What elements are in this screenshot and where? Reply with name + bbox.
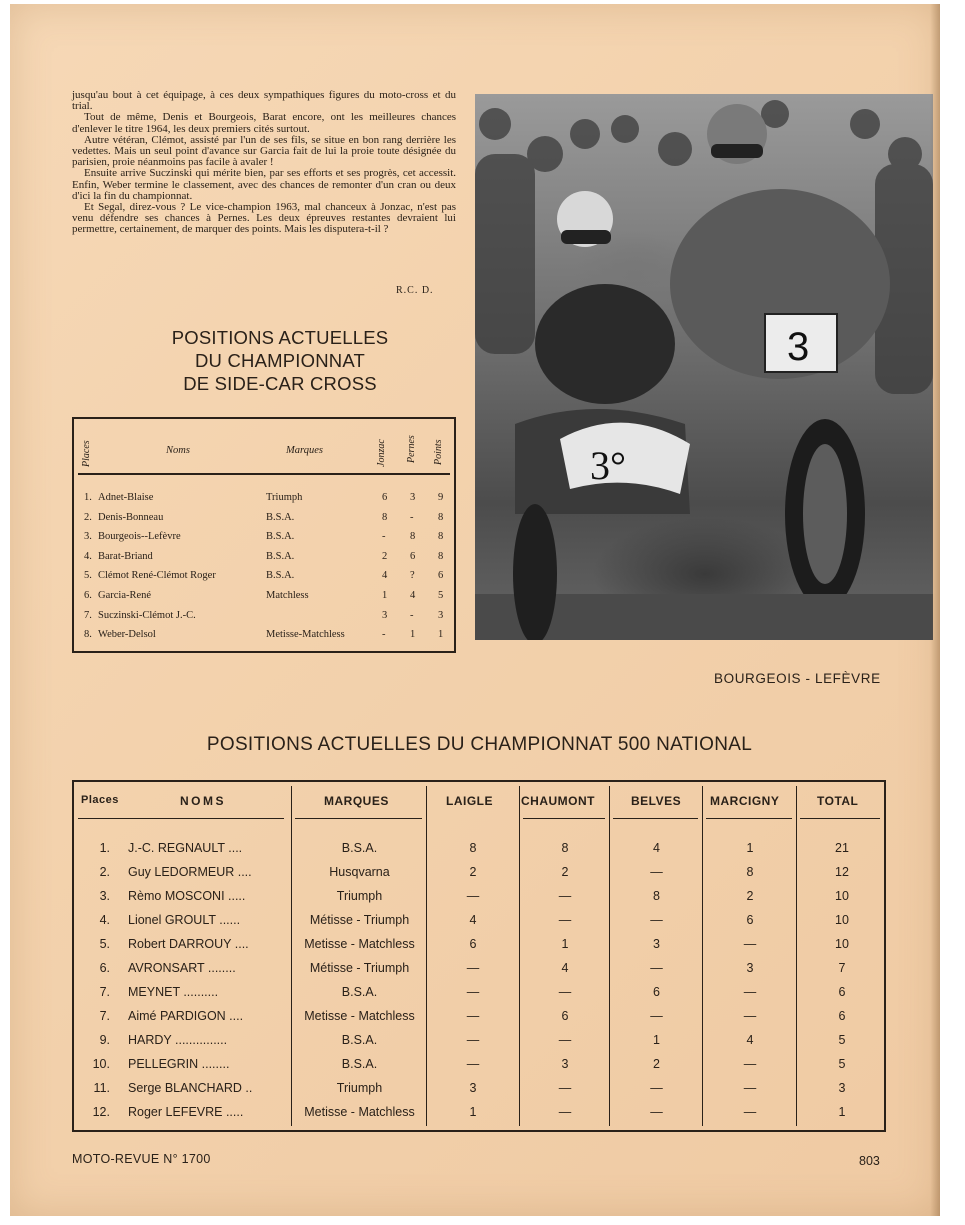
sidecar-cell-pernes: 8 [410, 531, 416, 543]
national-cell-marque: Metisse - Matchless [304, 937, 415, 951]
header-marques: Marques [286, 445, 323, 456]
national-cell-name: Guy LEDORMEUR .... [128, 865, 252, 879]
national-cell-chaumont: — [558, 889, 572, 903]
national-cell-marque: Triumph [336, 1081, 383, 1095]
national-cell-marcigny: — [743, 1009, 757, 1023]
national-cell-place: 3. [99, 889, 110, 903]
national-cell-place: 11. [93, 1081, 110, 1095]
national-cell-belves: 3 [653, 937, 660, 951]
sidecar-cell-pernes: ? [410, 570, 415, 582]
national-cell-chaumont: 2 [561, 865, 569, 879]
table-row [74, 1057, 884, 1081]
table-row [74, 841, 884, 865]
national-cell-place: 2. [99, 865, 110, 879]
national-cell-name: Robert DARROUY .... [128, 937, 249, 951]
national-cell-place: 5. [99, 937, 110, 951]
national-cell-name: Roger LEFEVRE ..... [128, 1105, 244, 1119]
national-title: POSITIONS ACTUELLES DU CHAMPIONNAT 500 NATIONAL [206, 734, 753, 755]
sidecar-cell-name: Adnet-Blaise [98, 492, 154, 503]
national-cell-chaumont: — [558, 913, 572, 927]
sidecar-cell-name: Bourgeois--Lefèvre [98, 531, 181, 543]
sidecar-title [130, 326, 430, 395]
header-underline [800, 818, 880, 819]
author-signature: R.C. D. [396, 285, 434, 296]
national-cell-belves: — [650, 961, 663, 975]
sidecar-cell-points: 3 [438, 609, 444, 621]
sidecar-cell-name: Barat-Briand [98, 550, 153, 562]
sidecar-cell-marque: Matchless [266, 590, 309, 601]
sidecar-cell-place: 5. [84, 570, 92, 582]
national-cell-belves: — [650, 865, 663, 879]
sidecar-race-photo [475, 94, 933, 640]
national-cell-marque: Métisse - Triumph [309, 913, 410, 927]
national-cell-name: HARDY ............... [128, 1033, 228, 1047]
sidecar-cell-jonzac: - [382, 531, 386, 543]
sidecar-cell-name: Garcia-René [98, 590, 152, 601]
national-cell-laigle: 6 [469, 937, 477, 951]
national-cell-total: 1 [838, 1105, 846, 1119]
national-cell-chaumont: — [558, 1105, 572, 1119]
national-cell-total: 7 [838, 961, 846, 975]
article-paragraph: jusqu'au bout à cet équipage, à ces deux sympathiques figures du moto-cross et du trial. [72, 89, 456, 113]
national-cell-marque: B.S.A. [341, 985, 378, 999]
sidecar-cell-pernes: 1 [410, 629, 416, 641]
bike-number-plate: 3 [787, 325, 810, 369]
national-cell-total: 3 [838, 1081, 846, 1095]
national-cell-place: 1. [99, 841, 110, 855]
national-cell-name: Rèmo MOSCONI ..... [128, 889, 246, 903]
sidecar-row [74, 629, 454, 648]
sidecar-cell-pernes: 4 [410, 590, 416, 601]
sidecar-number-plate: 3° [590, 443, 626, 488]
sidecar-cell-place: 3. [84, 531, 92, 543]
sidecar-cell-place: 7. [84, 609, 92, 621]
sidecar-cell-points: 6 [438, 570, 444, 582]
sidecar-cell-jonzac: 3 [382, 609, 388, 621]
sidecar-cell-place: 8. [84, 629, 92, 641]
header-places: Places [81, 794, 119, 806]
national-cell-marque: B.S.A. [341, 1057, 378, 1071]
national-cell-chaumont: 4 [561, 961, 569, 975]
national-cell-name: PELLEGRIN ........ [128, 1057, 230, 1071]
table-row [74, 985, 884, 1009]
header-points: Points [433, 439, 444, 465]
sidecar-cell-pernes: 3 [410, 492, 416, 503]
sidecar-cell-marque: B.S.A. [266, 550, 295, 562]
national-cell-name: AVRONSART ........ [128, 961, 236, 975]
sidecar-cell-pernes: - [410, 609, 414, 621]
national-cell-belves: — [650, 1105, 663, 1119]
header-belves: BELVES [631, 794, 682, 808]
national-cell-marcigny: 2 [746, 889, 754, 903]
national-cell-chaumont: 8 [561, 841, 569, 855]
national-cell-total: 10 [835, 937, 849, 951]
table-row [74, 865, 884, 889]
sidecar-title-line: POSITIONS ACTUELLES [171, 327, 389, 348]
national-cell-total: 10 [835, 889, 849, 903]
sidecar-row [74, 610, 454, 629]
national-cell-chaumont: — [558, 1033, 572, 1047]
sidecar-cell-jonzac: 2 [382, 550, 388, 562]
magazine-issue: MOTO-REVUE N° 1700 [72, 1152, 211, 1166]
national-cell-marque: Husqvarna [329, 865, 390, 879]
photo-illustration [475, 94, 933, 640]
national-cell-marque: B.S.A. [341, 841, 378, 855]
national-cell-laigle: — [466, 889, 480, 903]
national-cell-place: 7. [99, 1009, 110, 1023]
header-underline [523, 818, 605, 819]
photo-caption: BOURGEOIS - LEFÈVRE [714, 671, 881, 686]
sidecar-cell-marque: B.S.A. [266, 511, 295, 523]
header-marques: MARQUES [324, 794, 389, 808]
national-cell-total: 6 [838, 1009, 846, 1023]
national-cell-place: 4. [99, 913, 110, 927]
table-row [74, 937, 884, 961]
sidecar-cell-jonzac: 1 [382, 590, 388, 601]
header-noms: Noms [166, 445, 190, 456]
header-pernes: Pernes [406, 435, 417, 463]
sidecar-cell-name: Suczinski-Clémot J.-C. [98, 609, 196, 621]
national-cell-belves: 2 [653, 1057, 660, 1071]
national-cell-belves: — [650, 1081, 663, 1095]
national-cell-laigle: 3 [469, 1081, 477, 1095]
national-cell-laigle: 4 [469, 913, 477, 927]
header-underline [706, 818, 792, 819]
national-cell-laigle: 2 [469, 865, 477, 879]
national-cell-marque: Metisse - Matchless [304, 1105, 415, 1119]
sidecar-row [74, 512, 454, 531]
national-cell-place: 12. [92, 1105, 110, 1119]
national-cell-marque: Metisse - Matchless [304, 1009, 415, 1023]
sidecar-standings-table [72, 417, 456, 653]
national-cell-place: 6. [99, 961, 110, 975]
national-cell-total: 12 [835, 865, 849, 879]
table-row [74, 1009, 884, 1033]
table-row [74, 1081, 884, 1105]
table-row [74, 961, 884, 985]
national-cell-marcigny: — [743, 1057, 757, 1071]
national-cell-marcigny: 4 [746, 1033, 754, 1047]
sidecar-cell-place: 2. [84, 511, 92, 523]
sidecar-cell-jonzac: 6 [382, 492, 388, 503]
national-cell-belves: 4 [653, 841, 660, 855]
national-cell-name: J.-C. REGNAULT .... [128, 841, 243, 855]
national-cell-belves: — [650, 913, 663, 927]
national-cell-marque: Métisse - Triumph [309, 961, 410, 975]
national-cell-total: 10 [835, 913, 849, 927]
header-underline [613, 818, 698, 819]
sidecar-cell-jonzac: 4 [382, 570, 388, 582]
table-row [74, 1033, 884, 1057]
national-cell-laigle: 1 [469, 1105, 477, 1119]
national-cell-name: Serge BLANCHARD .. [128, 1081, 253, 1095]
national-cell-name: Aimé PARDIGON .... [128, 1009, 244, 1023]
table-row [74, 889, 884, 913]
national-cell-total: 21 [835, 841, 849, 855]
national-cell-place: 7. [99, 985, 110, 999]
sidecar-cell-place: 1. [84, 492, 92, 503]
national-cell-chaumont: — [558, 1081, 572, 1095]
header-divider [78, 473, 450, 475]
national-cell-total: 6 [838, 985, 846, 999]
national-cell-marque: Triumph [336, 889, 383, 903]
article-paragraph: Tout de même, Denis et Bourgeois, Barat encore, ont les meilleures chances d'enlever le titre 1964, les deux premiers cités surtout. [72, 111, 456, 135]
national-cell-name: MEYNET .......... [128, 985, 219, 999]
header-marcigny: MARCIGNY [710, 794, 780, 808]
header-places: Places [81, 440, 92, 467]
sidecar-cell-points: 5 [438, 590, 444, 601]
sidecar-cell-jonzac: 8 [382, 511, 388, 523]
article-paragraph: Ensuite arrive Suczinski qui mérite bien, par ses efforts et ses progrès, cet accessit. Enfin, Weber termine le classement, avec des chances de remonter d'un cran ou deux d'ici la fin du championnat. [72, 167, 456, 202]
national-cell-marcigny: 8 [746, 865, 754, 879]
header-total: TOTAL [817, 794, 859, 808]
national-cell-laigle: — [466, 1033, 480, 1047]
national-cell-total: 5 [838, 1033, 846, 1047]
national-standings-table [72, 780, 886, 1132]
sidecar-cell-marque: Triumph [266, 492, 303, 503]
sidecar-cell-place: 6. [84, 590, 92, 601]
national-cell-belves: 6 [653, 985, 660, 999]
sidecar-table-header [74, 419, 454, 474]
national-cell-laigle: 8 [469, 841, 477, 855]
header-laigle: LAIGLE [446, 794, 493, 808]
national-cell-place: 9. [99, 1033, 110, 1047]
national-cell-laigle: — [466, 985, 480, 999]
sidecar-cell-marque: B.S.A. [266, 531, 295, 543]
sidecar-row [74, 570, 454, 589]
magazine-page [10, 4, 940, 1216]
sidecar-cell-pernes: - [410, 511, 414, 523]
article-paragraph: Autre vétéran, Clémot, assisté par l'un de ses fils, se situe en bon rang derrière les vedettes. Mais un seul point d'avance sur Garcia fait de lui la proie toute désignée du parisien, proie néanmoins pas facile à avaler ! [72, 133, 456, 169]
sidecar-title-line: DE SIDE-CAR CROSS [183, 373, 377, 394]
sidecar-cell-place: 4. [84, 550, 92, 562]
sidecar-cell-name: Denis-Bonneau [98, 511, 164, 523]
national-cell-marcigny: — [743, 985, 757, 999]
sidecar-row [74, 492, 454, 511]
sidecar-row [74, 551, 454, 570]
national-cell-total: 5 [838, 1057, 846, 1071]
national-cell-laigle: — [466, 961, 480, 975]
sidecar-cell-marque: Metisse-Matchless [266, 629, 345, 641]
sidecar-cell-points: 8 [438, 511, 444, 523]
national-cell-belves: 1 [653, 1033, 660, 1047]
national-cell-chaumont: 6 [561, 1009, 569, 1023]
table-row [74, 913, 884, 937]
sidecar-title-line: DU CHAMPIONNAT [195, 350, 365, 371]
national-cell-belves: — [650, 1009, 663, 1023]
header-underline [295, 818, 422, 819]
national-cell-place: 10. [92, 1057, 110, 1071]
national-cell-chaumont: 1 [561, 937, 569, 951]
national-cell-marcigny: — [743, 1081, 757, 1095]
header-jonzac: Jonzac [376, 439, 387, 467]
page-number: 803 [859, 1154, 880, 1168]
national-cell-chaumont: 3 [561, 1057, 569, 1071]
national-cell-marcigny: — [743, 937, 757, 951]
sidecar-cell-pernes: 6 [410, 550, 416, 562]
national-cell-laigle: — [466, 1057, 480, 1071]
table-row [74, 1105, 884, 1129]
national-cell-marcigny: 3 [746, 961, 754, 975]
sidecar-cell-points: 1 [438, 629, 444, 641]
header-noms: NOMS [180, 794, 226, 808]
national-cell-marcigny: 1 [746, 841, 754, 855]
national-cell-marque: B.S.A. [341, 1033, 378, 1047]
sidecar-cell-points: 8 [438, 550, 444, 562]
national-cell-marcigny: 6 [746, 913, 754, 927]
sidecar-cell-jonzac: - [382, 629, 386, 641]
article-text [72, 90, 456, 236]
national-cell-chaumont: — [558, 985, 572, 999]
sidecar-cell-marque: B.S.A. [266, 570, 295, 582]
sidecar-row [74, 590, 454, 609]
sidecar-cell-name: Clémot René-Clémot Roger [98, 570, 216, 582]
sidecar-cell-points: 9 [438, 492, 444, 503]
sidecar-row [74, 531, 454, 550]
national-cell-belves: 8 [653, 889, 660, 903]
sidecar-cell-points: 8 [438, 531, 444, 543]
header-underline [78, 818, 284, 819]
national-cell-marcigny: — [743, 1105, 757, 1119]
header-chaumont: CHAUMONT [521, 794, 595, 808]
article-paragraph: Et Segal, direz-vous ? Le vice-champion 1963, mal chanceux à Jonzac, n'est pas venu défendre ses chances à Pernes. Les deux épreuves restantes devraient lui permettre, certainement, de marquer des points. Mais les disputera-t-il ? [72, 201, 456, 236]
sidecar-cell-name: Weber-Delsol [98, 629, 156, 641]
national-cell-laigle: — [466, 1009, 480, 1023]
national-cell-name: Lionel GROULT ...... [128, 913, 241, 927]
